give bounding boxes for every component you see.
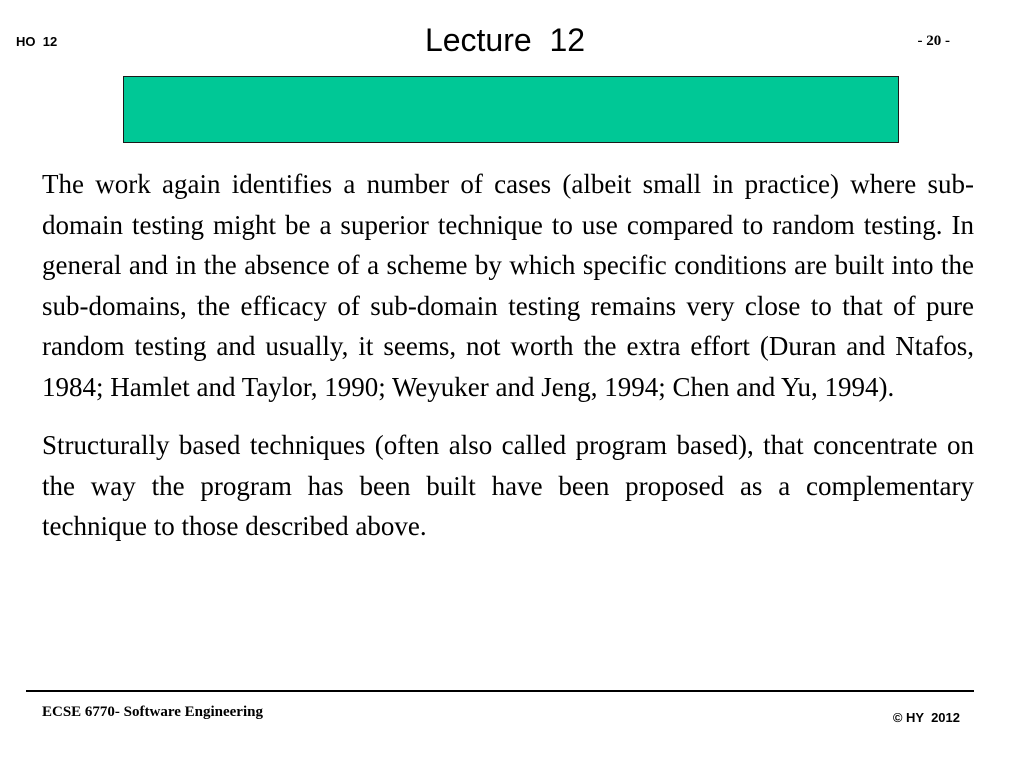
footer-divider bbox=[26, 690, 974, 692]
footer-course-name: ECSE 6770- Software Engineering bbox=[42, 704, 263, 720]
slide-title: Lecture 12 bbox=[424, 22, 586, 58]
slide-body bbox=[42, 164, 974, 547]
handout-number: HO 12 bbox=[16, 34, 58, 49]
paragraph-subdomain-testing: The work again identifies a number of cases (albeit small in practice) where sub-domain testing might be a superior technique to use compared to random testing. In general and in the absence of a scheme by which specific conditions are built into the sub-domains, the efficacy of sub-domain testing remains very close to that of pure random testing and usually, it seems, not worth the extra effort (Duran and Ntafos, 1984; Hamlet and Taylor, 1990; Weyuker and Jeng, 1994; Chen and Yu, 1994). bbox=[42, 169, 974, 402]
paragraph-structural-techniques: Structurally based techniques (often also called program based), that concentrate on the way the program has been built have been proposed as a complementary technique to those described above. bbox=[42, 430, 974, 541]
page-number: - 20 - bbox=[917, 33, 950, 49]
footer-copyright: © HY 2012 bbox=[892, 710, 960, 725]
title-banner bbox=[123, 76, 899, 143]
